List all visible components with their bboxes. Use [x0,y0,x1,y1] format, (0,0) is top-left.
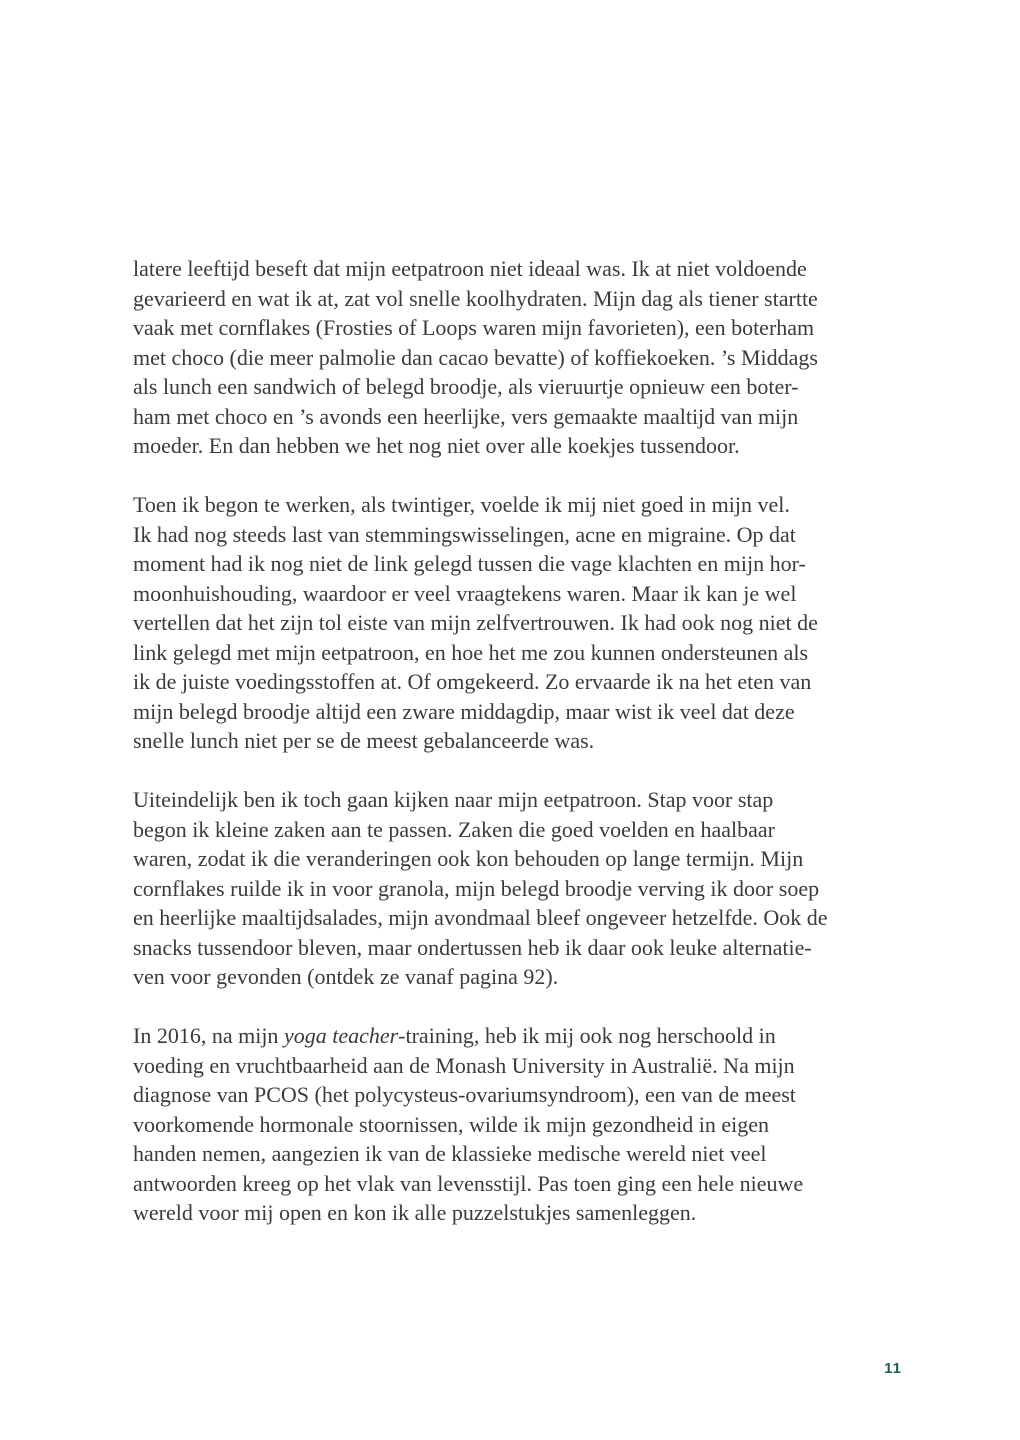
text-segment: moonhuishouding, waardoor er veel vraagtekens waren. Maar ik kan je wel [133,580,797,606]
text-segment: mijn belegd broodje altijd een zware middagdip, maar wist ik veel dat deze [133,698,795,724]
text-line [133,962,933,992]
text-segment: begon ik kleine zaken aan te passen. Zaken die goed voelden en haalbaar [133,816,775,842]
text-line [133,697,933,727]
text-line [133,1051,933,1081]
text-line [133,1169,933,1199]
text-segment: wereld voor mij open en kon ik alle puzzelstukjes samenleggen. [133,1200,697,1225]
text-line [133,667,933,697]
text-line [133,284,933,314]
text-segment: antwoorden kreeg op het vlak van levensstijl. Pas toen ging een hele nieuwe [133,1170,804,1196]
text-line [133,313,933,343]
text-line [133,638,933,668]
text-line [133,933,933,963]
text-segment: met choco (die meer palmolie dan cacao bevatte) of koffiekoeken. ’s Middags [133,344,818,370]
text-segment: moeder. En dan hebben we het nog niet over alle koekjes tussendoor. [133,433,740,458]
text-line [133,490,933,520]
text-line [133,874,933,904]
italic-text-segment: yoga teacher [283,1023,399,1048]
paragraph [133,254,933,461]
text-segment: latere leeftijd beseft dat mijn eetpatroon niet ideaal was. Ik at niet voldoende [133,256,807,281]
text-segment: Ik had nog steeds last van stemmingswisselingen, acne en migraine. Op dat [133,521,796,547]
text-line [133,726,933,756]
text-line [133,1139,933,1169]
text-segment: waren, zodat ik die veranderingen ook kon behouden op lange termijn. Mijn [133,846,804,871]
text-segment: Uiteindelijk ben ik toch gaan kijken naar mijn eetpatroon. Stap voor stap [133,787,774,812]
text-segment: In 2016, na mijn [133,1023,284,1048]
text-segment: vaak met cornflakes (Frosties of Loops waren mijn favorieten), een boterham [133,315,815,340]
text-segment: ven voor gevonden (ontdek ze vanaf pagina 92). [133,964,559,989]
text-line [133,1021,933,1051]
text-block [133,254,933,1228]
text-line [133,1080,933,1110]
text-line [133,254,933,284]
text-line [133,844,933,874]
text-segment: gevarieerd en wat ik at, zat vol snelle koolhydraten. Mijn dag als tiener startte [133,285,818,311]
text-segment: en heerlijke maaltijdsalades, mijn avondmaal bleef ongeveer hetzelfde. Ook de [133,905,828,930]
text-segment: moment had ik nog niet de link gelegd tussen die vage klachten en mijn hor- [133,551,806,576]
text-line [133,579,933,609]
text-line [133,402,933,432]
text-line [133,608,933,638]
text-line [133,431,933,461]
page-number: 11 [884,1360,902,1377]
text-line [133,903,933,933]
text-segment: diagnose van PCOS (het polycysteus-ovariumsyndroom), een van de meest [133,1082,796,1107]
text-segment: -training, heb ik mij ook nog herschoold in [398,1023,776,1048]
text-segment: vertellen dat het zijn tol eiste van mijn zelfvertrouwen. Ik had ook nog niet de [133,610,818,635]
text-segment: ik de juiste voedingsstoffen at. Of omgekeerd. Zo ervaarde ik na het eten van [133,669,812,694]
text-segment: snacks tussendoor bleven, maar ondertussen heb ik daar ook leuke alternatie- [133,934,812,960]
text-segment: snelle lunch niet per se de meest gebalanceerde was. [133,728,595,753]
text-segment: voorkomende hormonale stoornissen, wilde ik mijn gezondheid in eigen [133,1111,770,1137]
text-line [133,1110,933,1140]
text-segment: link gelegd met mijn eetpatroon, en hoe het me zou kunnen ondersteunen als [133,639,809,665]
text-line [133,815,933,845]
text-segment: voeding en vruchtbaarheid aan de Monash University in Australië. Na mijn [133,1052,795,1078]
text-line [133,1198,933,1228]
text-segment: Toen ik begon te werken, als twintiger, voelde ik mij niet goed in mijn vel. [133,492,790,517]
text-line [133,343,933,373]
paragraph [133,490,933,756]
paragraph [133,785,933,992]
text-segment: handen nemen, aangezien ik van de klassieke medische wereld niet veel [133,1141,767,1166]
text-segment: cornflakes ruilde ik in voor granola, mijn belegd broodje verving ik door soep [133,875,820,901]
text-segment: als lunch een sandwich of belegd broodje, als vieruurtje opnieuw een boter- [133,374,799,399]
paragraph [133,1021,933,1228]
text-line [133,549,933,579]
text-line [133,372,933,402]
text-segment: ham met choco en ’s avonds een heerlijke, vers gemaakte maaltijd van mijn [133,403,799,429]
text-line [133,520,933,550]
text-line [133,785,933,815]
